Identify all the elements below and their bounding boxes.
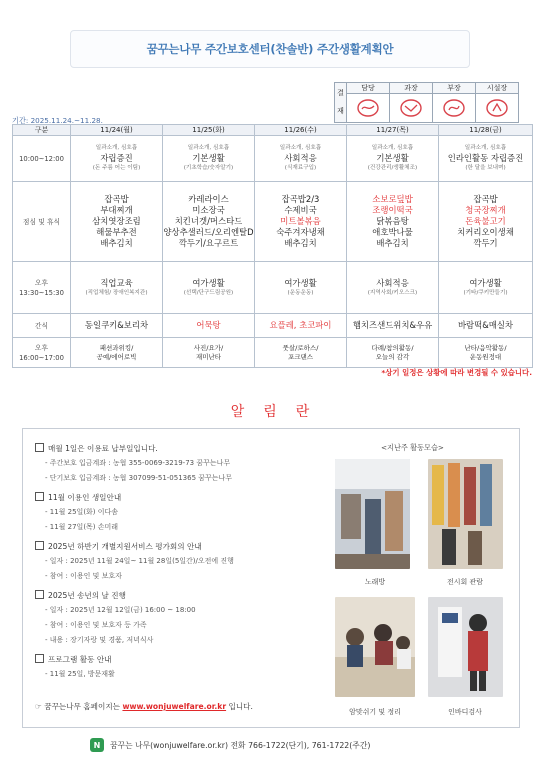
column-header: 11/24(월) [71, 125, 163, 136]
notice-detail: - 일자 : 2025년 12월 12일(금) 16:00 ~ 18:00 [45, 606, 196, 614]
lunch-menu-cell [439, 182, 533, 262]
menu-item: 소보로덮밥 [372, 194, 413, 204]
notice-detail: - 참여 : 이용인 및 보호자 등 가족 [45, 621, 147, 629]
menu-item: 잡곡밥2/3 [281, 194, 320, 204]
schedule-cell: 일과소개, 심호흡 인라인활동 자립증진 (한 달을 보내며) [439, 136, 533, 182]
approval-header: 담당 [347, 83, 390, 94]
photo-caption: 노래방 [364, 578, 386, 586]
menu-item: 돈육불고기 [465, 216, 506, 226]
schedule-cell: 일과소개, 심호흡 자립증진 (돈 주름 어는 이팀) [71, 136, 163, 182]
signature-seal-icon [399, 98, 423, 118]
signature-seal-icon [442, 98, 466, 118]
row-label: 10:00~12:00 [13, 136, 71, 182]
schedule-cell: 다례/참의활동/ 오늘의 감각 [347, 338, 439, 368]
notice-detail: - 11월 25일, 방문재활 [45, 670, 115, 678]
menu-item: 잡곡밥 [473, 194, 498, 204]
pointer-hand-icon: ☞ [35, 702, 42, 711]
menu-item: 부대찌개 [100, 205, 133, 215]
notice-heading: 11월 이용인 생일안내 [35, 492, 121, 503]
late-afternoon-row [13, 338, 533, 368]
period-label: 기간: 2025.11.24.~11.28. [12, 116, 103, 125]
schedule-cell: 사진/요가/ 재미난타 [163, 338, 255, 368]
lunch-menu-cell [163, 182, 255, 262]
photo-caption: 인바디검사 [448, 708, 482, 716]
notice-detail: - 11월 25일(화) 이다솜 [45, 508, 119, 516]
notice-detail: - 단기보호 입금계좌 : 농협 307099-51-051365 꿈꾸는나무 [45, 474, 233, 482]
menu-item: 배추김치 [376, 238, 409, 248]
notice-heading: 2025년 하반기 개별지원서비스 평가회의 안내 [35, 541, 202, 552]
signature-seal-icon [356, 98, 380, 118]
notice-title: 알림란 [230, 404, 329, 420]
column-header: 11/28(금) [439, 125, 533, 136]
snack-cell: 동일쿠키&보리차 [71, 314, 163, 338]
notice-detail: - 참여 : 이용인 및 보호자 [45, 572, 122, 580]
snack-cell: 바람떡&매실차 [439, 314, 533, 338]
lunch-menu-cell [347, 182, 439, 262]
column-header: 구분 [13, 125, 71, 136]
schedule-cell: 일과소개, 심호흡 기본생활 (건강관리/생활체조) [347, 136, 439, 182]
approval-header: 부장 [433, 83, 476, 94]
organization-logo-icon: N [90, 738, 104, 752]
menu-item: 애호박나물 [372, 227, 413, 237]
row-label: 간식 [13, 314, 71, 338]
notice-heading: 프로그램 활동 안내 [35, 654, 112, 665]
lunch-menu-cell [71, 182, 163, 262]
notice-detail: - 11월 27일(목) 손미래 [45, 523, 119, 531]
snack-cell: 요플레, 초코파이 [255, 314, 347, 338]
schedule-cell: 직업교육 (직업체험/ 장애인복지관) [71, 262, 163, 314]
lunch-row [13, 182, 533, 262]
menu-item: 카레라이스 [188, 194, 229, 204]
menu-item: 조랭이떡국 [372, 205, 413, 215]
exhibition-photo [428, 459, 503, 569]
approval-header: 시설장 [476, 83, 519, 94]
menu-item: 치커리오이생채 [457, 227, 514, 237]
schedule-note: *상기 일정은 상황에 따라 변경될 수 있습니다. [381, 368, 532, 377]
schedule-cell: 여가생활 (선택/단구드림공원) [163, 262, 255, 314]
menu-item: 해물부추전 [96, 227, 137, 237]
lunch-menu-cell [255, 182, 347, 262]
menu-item: 양상추샐러드/오리엔탈D [163, 227, 254, 237]
menu-item: 수제비국 [284, 205, 317, 215]
schedule-cell: 일과소개, 심호흡 사회적응 (식재료구입) [255, 136, 347, 182]
karaoke-photo [335, 459, 410, 569]
menu-item: 깍두기/요구르트 [178, 238, 239, 248]
schedule-cell: 사회적응 (지역사회/키오스크) [347, 262, 439, 314]
schedule-cell: 패션과위킹/ 공예/에어로빅 [71, 338, 163, 368]
approval-seal-cell [347, 94, 390, 123]
menu-item: 삼치엿장조림 [92, 216, 141, 226]
notice-detail: - 주간보호 입금계좌 : 농협 355-0069-3219-73 꿈꾸는나무 [45, 459, 231, 467]
footer [90, 738, 370, 752]
schedule-cell: 난타/음악활동/ 운동원정대 [439, 338, 533, 368]
menu-item: 닭볶음탕 [376, 216, 409, 226]
menu-item: 배추김치 [100, 238, 133, 248]
notice-detail: - 일자 : 2025년 11월 24일~ 11월 28일(5일간)/오전에 진행 [45, 557, 234, 565]
morning-row [13, 136, 533, 182]
menu-item: 숙주겨자냉채 [276, 227, 325, 237]
schedule-cell: 여가생활 (기타/쿠키만들기) [439, 262, 533, 314]
schedule-cell: 일과소개, 심호흡 기본생활 (기초학습/숫자알기) [163, 136, 255, 182]
photo-caption: 전시회 관람 [446, 578, 484, 586]
page-title: 꿈꾸는나무 주간보호센터(찬솔반) 주간생활계획안 [146, 42, 394, 56]
snack-cell: 햄치즈샌드위치&우유 [347, 314, 439, 338]
approval-side-label: 결 재 [335, 83, 347, 123]
checkbox-icon [35, 443, 44, 452]
gallery-title: <지난주 활동모습> [381, 443, 444, 452]
menu-item: 깍두기 [473, 238, 498, 248]
breathing-photo [335, 597, 415, 697]
row-label: 오후 13:30~15:30 [13, 262, 71, 314]
menu-item: 미소장국 [192, 205, 225, 215]
homepage-link[interactable]: www.wonjuwelfare.or.kr [122, 702, 227, 711]
column-header: 11/25(화) [163, 125, 255, 136]
approval-seal-cell [433, 94, 476, 123]
afternoon-row [13, 262, 533, 314]
menu-item: 치킨너겟/머스타드 [174, 216, 243, 226]
snack-cell: 어묵탕 [163, 314, 255, 338]
menu-item: 청국장찌개 [465, 205, 506, 215]
notice-heading: 2025년 송년의 날 진행 [35, 590, 126, 601]
checkbox-icon [35, 654, 44, 663]
signature-seal-icon [485, 98, 509, 118]
column-header: 11/27(목) [347, 125, 439, 136]
weekly-schedule-table [12, 124, 533, 368]
checkbox-icon [35, 590, 44, 599]
approval-seal-cell [390, 94, 433, 123]
footer-text: 꿈꾸는 나무(wonjuwelfare.or.kr) 전화 766-1722(단기), 761-1722(주간) [110, 740, 371, 750]
photo-caption: 암맞쉬기 및 정리 [349, 708, 401, 716]
approval-table [334, 82, 519, 123]
row-label: 오후 16:00~17:00 [13, 338, 71, 368]
title-banner [70, 30, 470, 68]
column-header: 11/26(수) [255, 125, 347, 136]
homepage-line: ☞ 꿈꾸는나무 홈페이지는 www.wonjuwelfare.or.kr 입니다. [35, 702, 253, 711]
row-label: 점심 및 휴식 [13, 182, 71, 262]
inbody-photo [428, 597, 503, 697]
notice-heading: 매월 1일은 이용료 납부일입니다. [35, 443, 158, 454]
approval-header: 과장 [390, 83, 433, 94]
notice-detail: - 내용 : 장기자랑 및 경품, 저녁식사 [45, 636, 154, 644]
menu-item: 잡곡밥 [104, 194, 129, 204]
menu-item: 미트볼볶음 [280, 216, 321, 226]
schedule-cell: 풋살/로하스/ 포크댄스 [255, 338, 347, 368]
schedule-cell: 여가생활 (운동운동) [255, 262, 347, 314]
approval-seal-cell [476, 94, 519, 123]
notice-box [22, 428, 520, 728]
checkbox-icon [35, 492, 44, 501]
menu-item: 배추김치 [284, 238, 317, 248]
checkbox-icon [35, 541, 44, 550]
snack-row [13, 314, 533, 338]
